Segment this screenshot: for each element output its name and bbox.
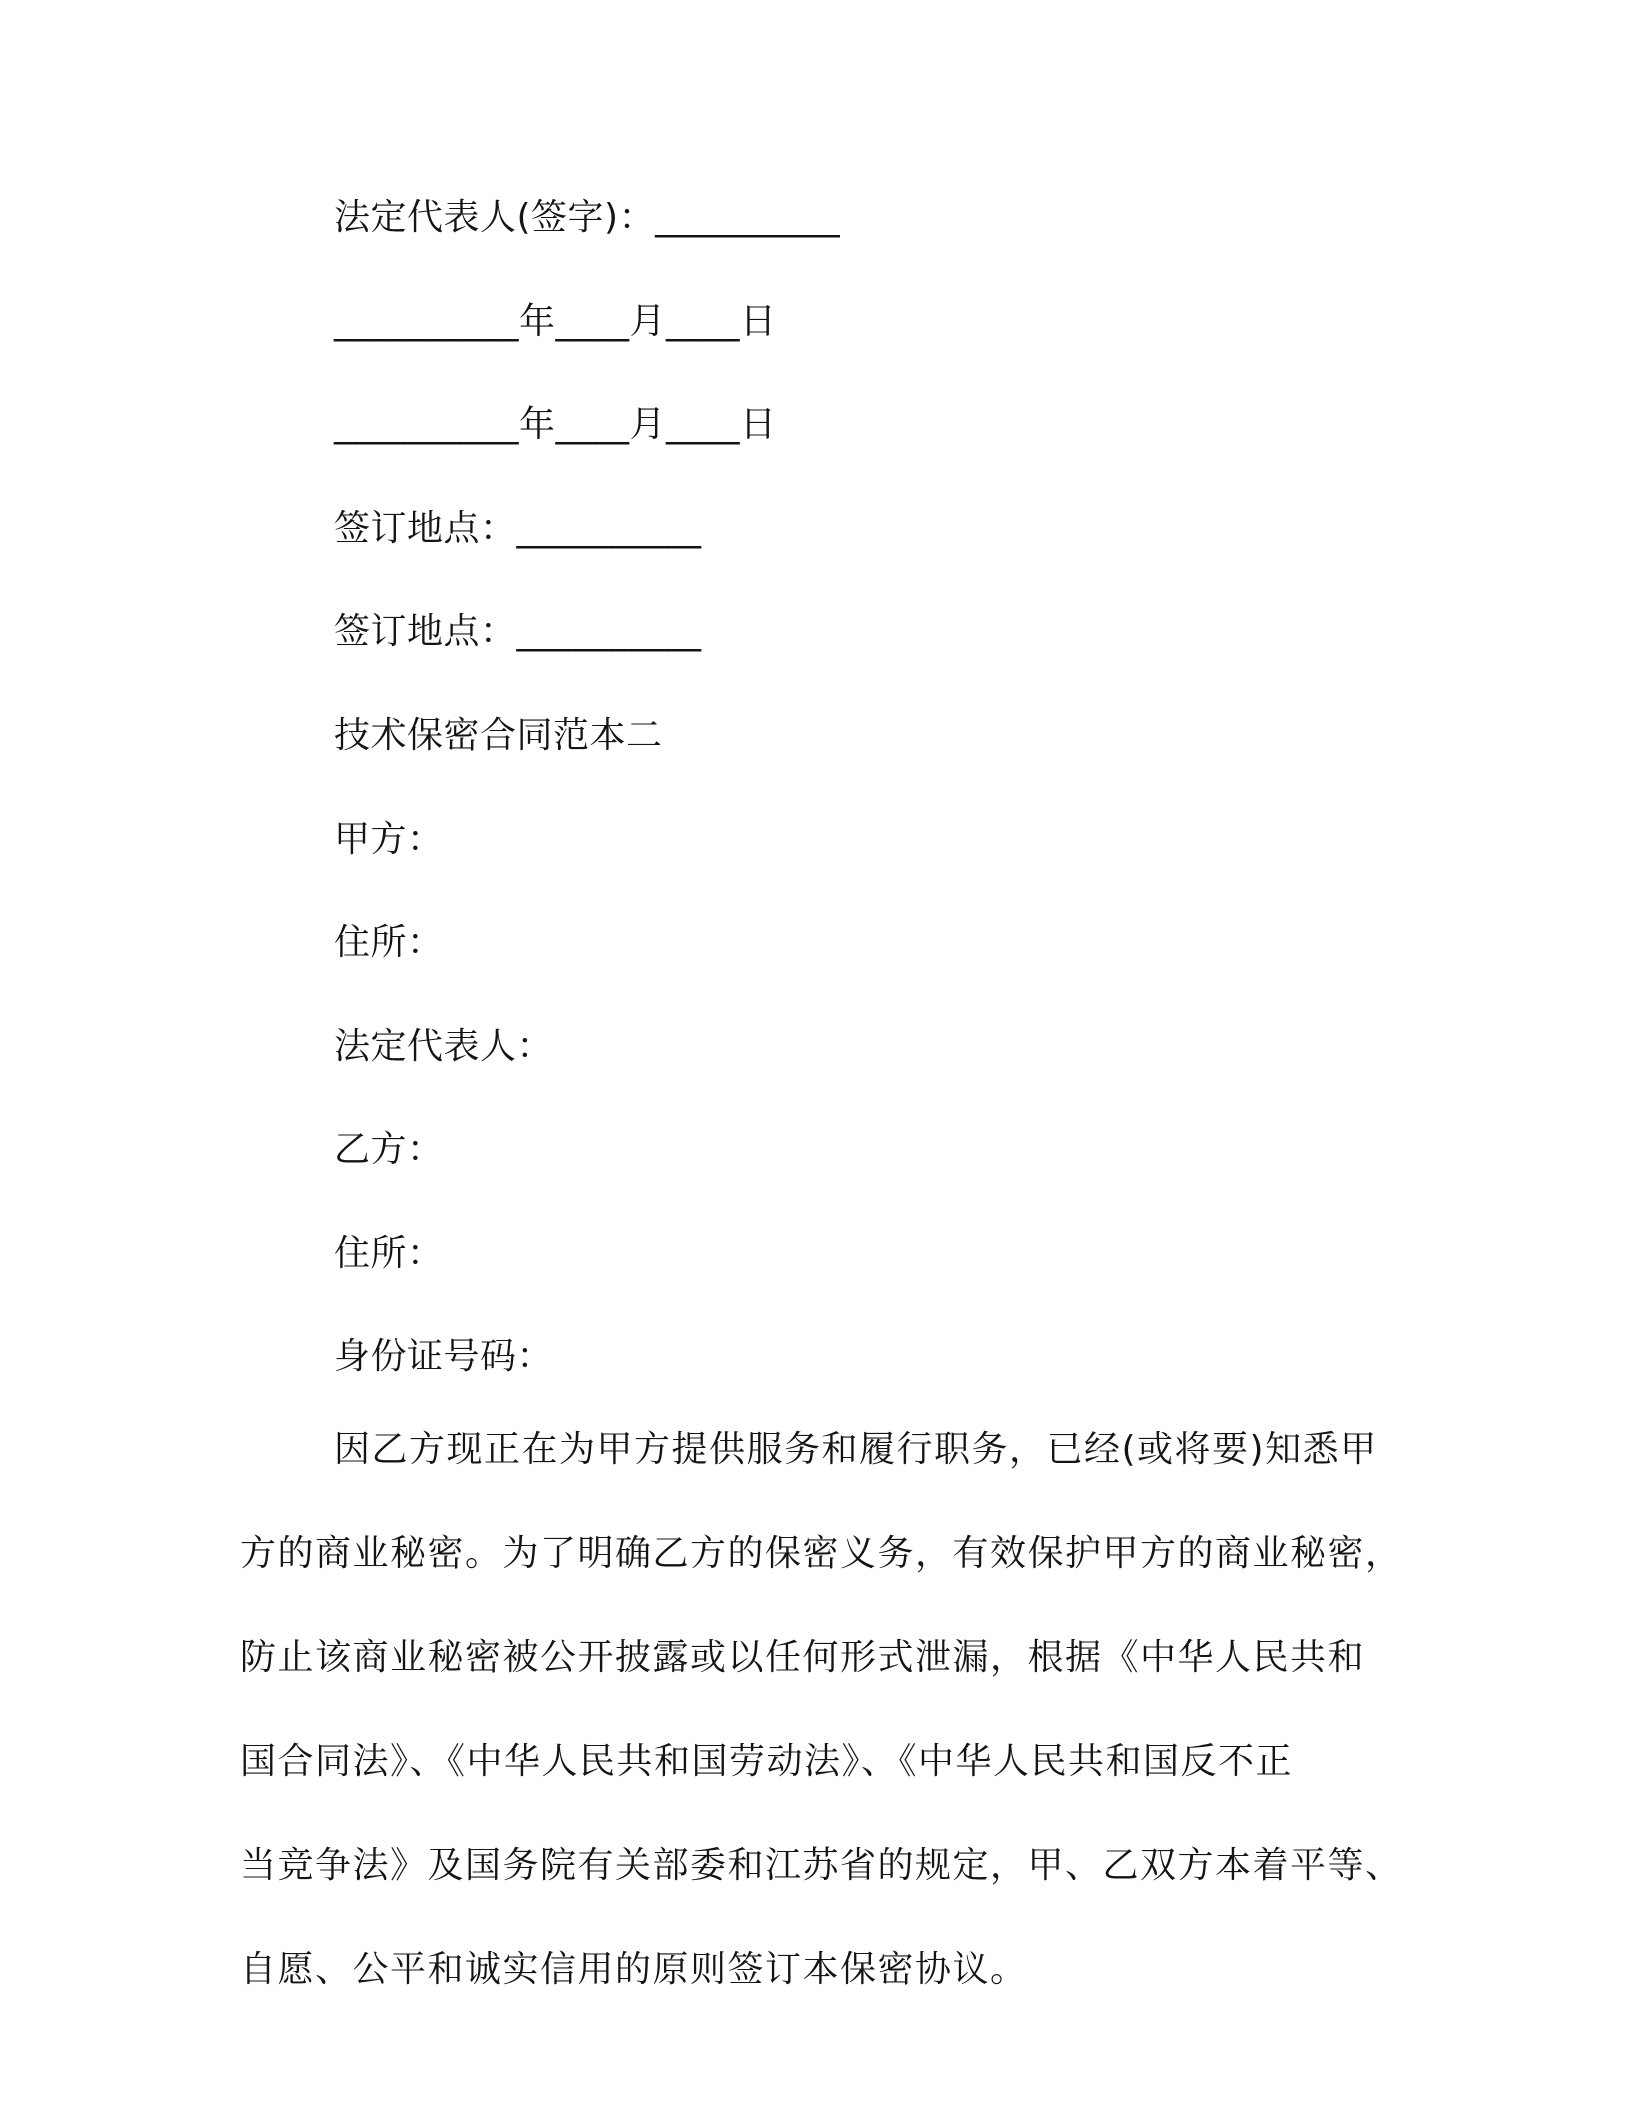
signing-place-line-1: 签订地点：__________: [334, 508, 702, 549]
preamble-line: 方的商业秘密。为了明确乙方的保密义务，有效保护甲方的商业秘密，: [240, 1533, 1403, 1574]
signing-place-line-2: 签订地点：__________: [334, 611, 702, 652]
preamble-line: 因乙方现正在为甲方提供服务和履行职务，已经(或将要)知悉甲: [334, 1429, 1378, 1470]
legal-rep-signature-line: 法定代表人(签字)：__________: [334, 197, 841, 238]
preamble-paragraph: [240, 1428, 1403, 2052]
date-line-2: __________年____月____日: [334, 404, 777, 445]
party-b-label: 乙方：: [334, 1129, 444, 1170]
party-b-address-label: 住所：: [334, 1233, 444, 1274]
preamble-line: 当竞争法》及国务院有关部委和江苏省的规定，甲、乙双方本着平等、: [240, 1845, 1403, 1886]
party-a-label: 甲方：: [334, 819, 444, 860]
preamble-line: 自愿、公平和诚实信用的原则签订本保密协议。: [240, 1949, 1028, 1990]
date-line-1: __________年____月____日: [334, 301, 777, 342]
contract-title: 技术保密合同范本二: [334, 715, 663, 756]
legal-rep-label: 法定代表人：: [334, 1026, 554, 1067]
id-number-label: 身份证号码：: [334, 1336, 554, 1377]
preamble-line: 国合同法》、《中华人民共和国劳动法》、《中华人民共和国反不正: [240, 1741, 1294, 1782]
party-a-address-label: 住所：: [334, 922, 444, 963]
preamble-line: 防止该商业秘密被公开披露或以任何形式泄漏，根据《中华人民共和: [240, 1637, 1366, 1678]
